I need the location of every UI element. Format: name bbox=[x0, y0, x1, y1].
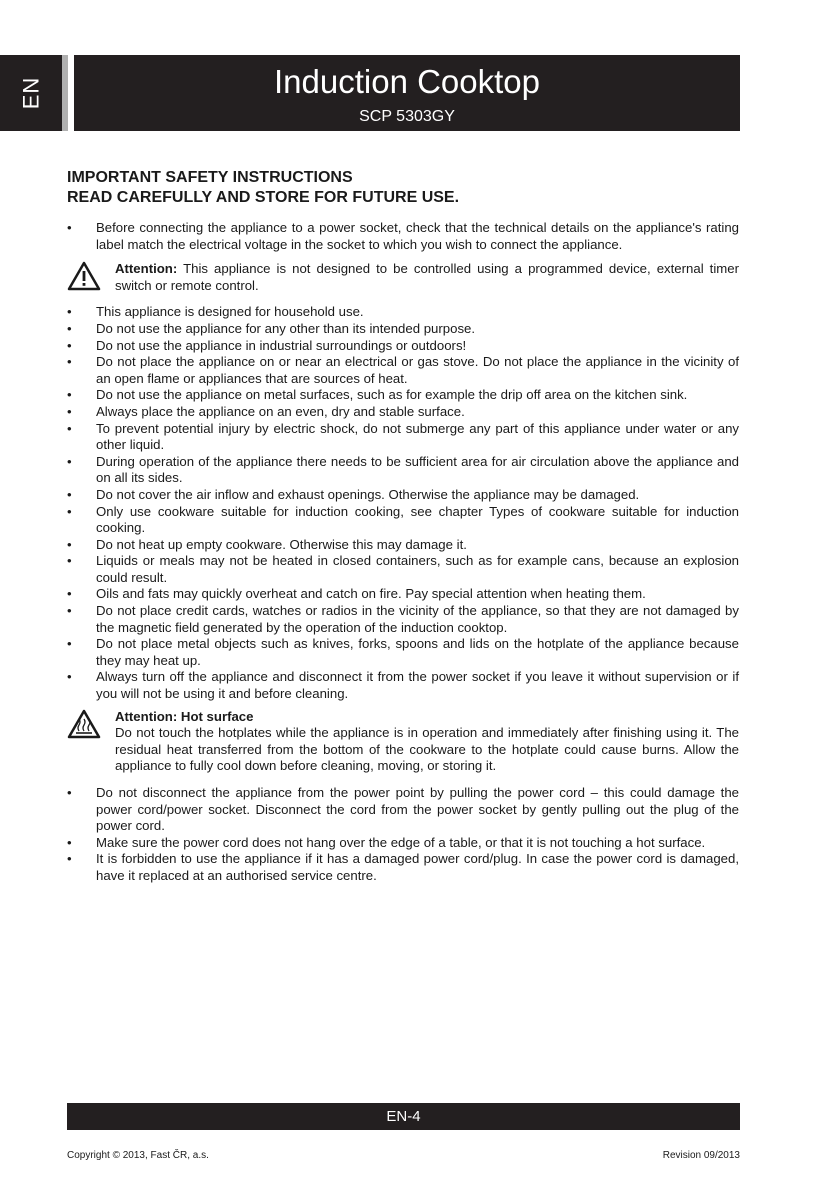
page-title: Induction Cooktop bbox=[273, 63, 540, 100]
page-header bbox=[74, 55, 740, 131]
bullet-list-a bbox=[67, 220, 739, 253]
list-item: • To prevent potential injury by electric shock, do not submerge any part of this appliance under water or any other liquid. bbox=[67, 421, 739, 454]
list-item: • Do not use the appliance for any other than its intended purpose. bbox=[67, 321, 739, 338]
list-item: • Liquids or meals may not be heated in closed containers, such as for example cans, because an explosion could result. bbox=[67, 553, 739, 586]
attention-text: This appliance is not designed to be controlled using a programmed device, external timer switch or remote control. bbox=[115, 261, 739, 293]
hot-surface-icon bbox=[67, 709, 101, 739]
list-item: • Do not use the appliance on metal surfaces, such as for example the drip off area on the kitchen sink. bbox=[67, 387, 739, 404]
section-heading: IMPORTANT SAFETY INSTRUCTIONS bbox=[67, 169, 353, 186]
list-item: • Do not place credit cards, watches or radios in the vicinity of the appliance, so that they are not damaged by the magnetic field generated by the operation of the induction cooktop. bbox=[67, 603, 739, 636]
bullet-list-c bbox=[67, 785, 739, 885]
list-item: • Do not place metal objects such as knives, forks, spoons and lids on the hotplate of the appliance because they may heat up. bbox=[67, 636, 739, 669]
hot-surface-text: Do not touch the hotplates while the appliance is in operation and immediately after finishing using it. The residual heat transferred from the bottom of the cookware to the hotplate could cause burns. Allow the appliance to fully cool down before cleaning, moving, or storing it. bbox=[115, 725, 739, 774]
hot-surface-note bbox=[67, 709, 739, 775]
warning-icon bbox=[67, 261, 101, 291]
attention-note bbox=[67, 261, 739, 294]
attention-label: Attention: bbox=[115, 261, 178, 277]
safety-instructions bbox=[67, 168, 739, 885]
language-label: EN bbox=[18, 76, 43, 110]
list-item: • Do not heat up empty cookware. Otherwise this may damage it. bbox=[67, 537, 739, 554]
list-item: • Make sure the power cord does not hang over the edge of a table, or that it is not touching a hot surface. bbox=[67, 835, 739, 852]
list-item: • During operation of the appliance there needs to be sufficient area for air circulation above the appliance and on all its sides. bbox=[67, 454, 739, 487]
list-item: • Do not cover the air inflow and exhaust openings. Otherwise the appliance may be damaged. bbox=[67, 487, 739, 504]
language-tab-stripe bbox=[62, 55, 68, 131]
hot-surface-label: Attention: Hot surface bbox=[115, 708, 254, 724]
list-item: • It is forbidden to use the appliance if it has a damaged power cord/plug. In case the power cord is damaged, have it replaced at an authorised service centre. bbox=[67, 851, 739, 884]
list-item: • Always place the appliance on an even, dry and stable surface. bbox=[67, 404, 739, 421]
language-tab bbox=[0, 55, 62, 131]
list-item: • Before connecting the appliance to a power socket, check that the technical details on the appliance's rating label match the electrical voltage in the socket to which you wish to connect the appliance. bbox=[67, 220, 739, 253]
revision: Revision 09/2013 bbox=[662, 1150, 740, 1161]
list-item: • Always turn off the appliance and disconnect it from the power socket if you leave it without supervision or if you will not be using it and before cleaning. bbox=[67, 669, 739, 702]
list-item: • Only use cookware suitable for induction cooking, see chapter Types of cookware suitable for induction cooking. bbox=[67, 504, 739, 537]
list-item: • This appliance is designed for household use. bbox=[67, 304, 739, 321]
copyright: Copyright © 2013, Fast ČR, a.s. bbox=[67, 1150, 209, 1161]
page-number: EN-4 bbox=[386, 1108, 421, 1125]
list-item: • Do not use the appliance in industrial surroundings or outdoors! bbox=[67, 338, 739, 355]
list-item: • Do not disconnect the appliance from the power point by pulling the power cord – this could damage the power cord/power socket. Disconnect the cord from the power socket by gently pulling out the plug of the power cord. bbox=[67, 785, 739, 835]
list-item: • Oils and fats may quickly overheat and catch on fire. Pay special attention when heating them. bbox=[67, 586, 739, 603]
bullet-list-b bbox=[67, 304, 739, 702]
section-subheading: READ CAREFULLY AND STORE FOR FUTURE USE. bbox=[67, 189, 460, 206]
page-number-bar bbox=[67, 1103, 740, 1130]
model-number: SCP 5303GY bbox=[359, 108, 455, 125]
list-item: • Do not place the appliance on or near an electrical or gas stove. Do not place the appliance in the vicinity of an open flame or appliances that are sources of heat. bbox=[67, 354, 739, 387]
